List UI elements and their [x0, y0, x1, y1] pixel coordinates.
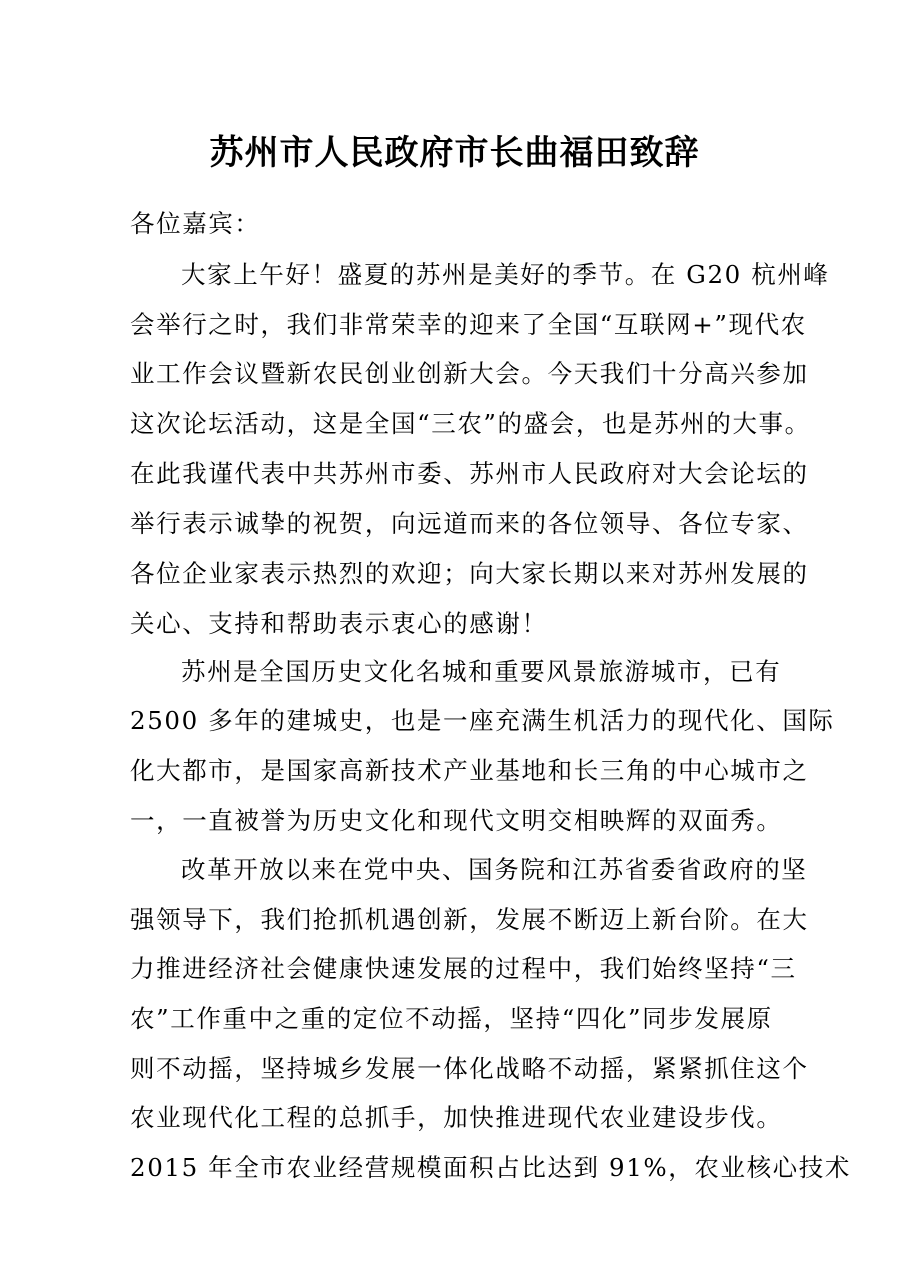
text-line: 化大都市，是国家高新技术产业基地和长三角的中心城市之: [130, 756, 809, 785]
text-line: 强领导下，我们抢抓机遇创新，发展不断迈上新台阶。在大: [130, 905, 809, 934]
text-line: 一，一直被誉为历史文化和现代文明交相映辉的双面秀。: [130, 806, 783, 835]
text-line: 2500 多年的建城史，也是一座充满生机活力的现代化、国际: [130, 706, 835, 735]
text-line: 各位企业家表示热烈的欢迎；向大家长期以来对苏州发展的: [130, 559, 809, 588]
text-line: 苏州是全国历史文化名城和重要风景旅游城市，已有: [181, 657, 782, 686]
text-line: 则不动摇，坚持城乡发展一体化战略不动摇，紧紧抓住这个: [130, 1054, 809, 1083]
text-line: 关心、支持和帮助表示衷心的感谢！: [130, 609, 548, 638]
text-line: 举行表示诚挚的祝贺，向远道而来的各位领导、各位专家、: [130, 509, 809, 538]
text-line: 农业现代化工程的总抓手，加快推进现代农业建设步伐。: [130, 1103, 783, 1132]
text-line: 这次论坛活动，这是全国“三农”的盛会，也是苏州的大事。: [130, 409, 811, 438]
text-line: 改革开放以来在党中央、国务院和江苏省委省政府的坚: [181, 855, 808, 884]
text-line: 会举行之时，我们非常荣幸的迎来了全国“互联网+”现代农: [130, 310, 807, 339]
text-line: 大家上午好！盛夏的苏州是美好的季节。在 G20 杭州峰: [181, 260, 830, 289]
text-line: 2015 年全市农业经营规模面积占比达到 91%，农业核心技术: [130, 1153, 851, 1182]
text-line: 农”工作重中之重的定位不动摇，坚持“四化”同步发展原: [130, 1004, 773, 1033]
text-line: 在此我谨代表中共苏州市委、苏州市人民政府对大会论坛的: [130, 459, 809, 488]
salutation: 各位嘉宾：: [130, 209, 261, 238]
text-line: 业工作会议暨新农民创业创新大会。今天我们十分高兴参加: [130, 359, 809, 388]
document-title: 苏州市人民政府市长曲福田致辞: [209, 133, 700, 173]
text-line: 力推进经济社会健康快速发展的过程中，我们始终坚持“三: [130, 954, 797, 983]
